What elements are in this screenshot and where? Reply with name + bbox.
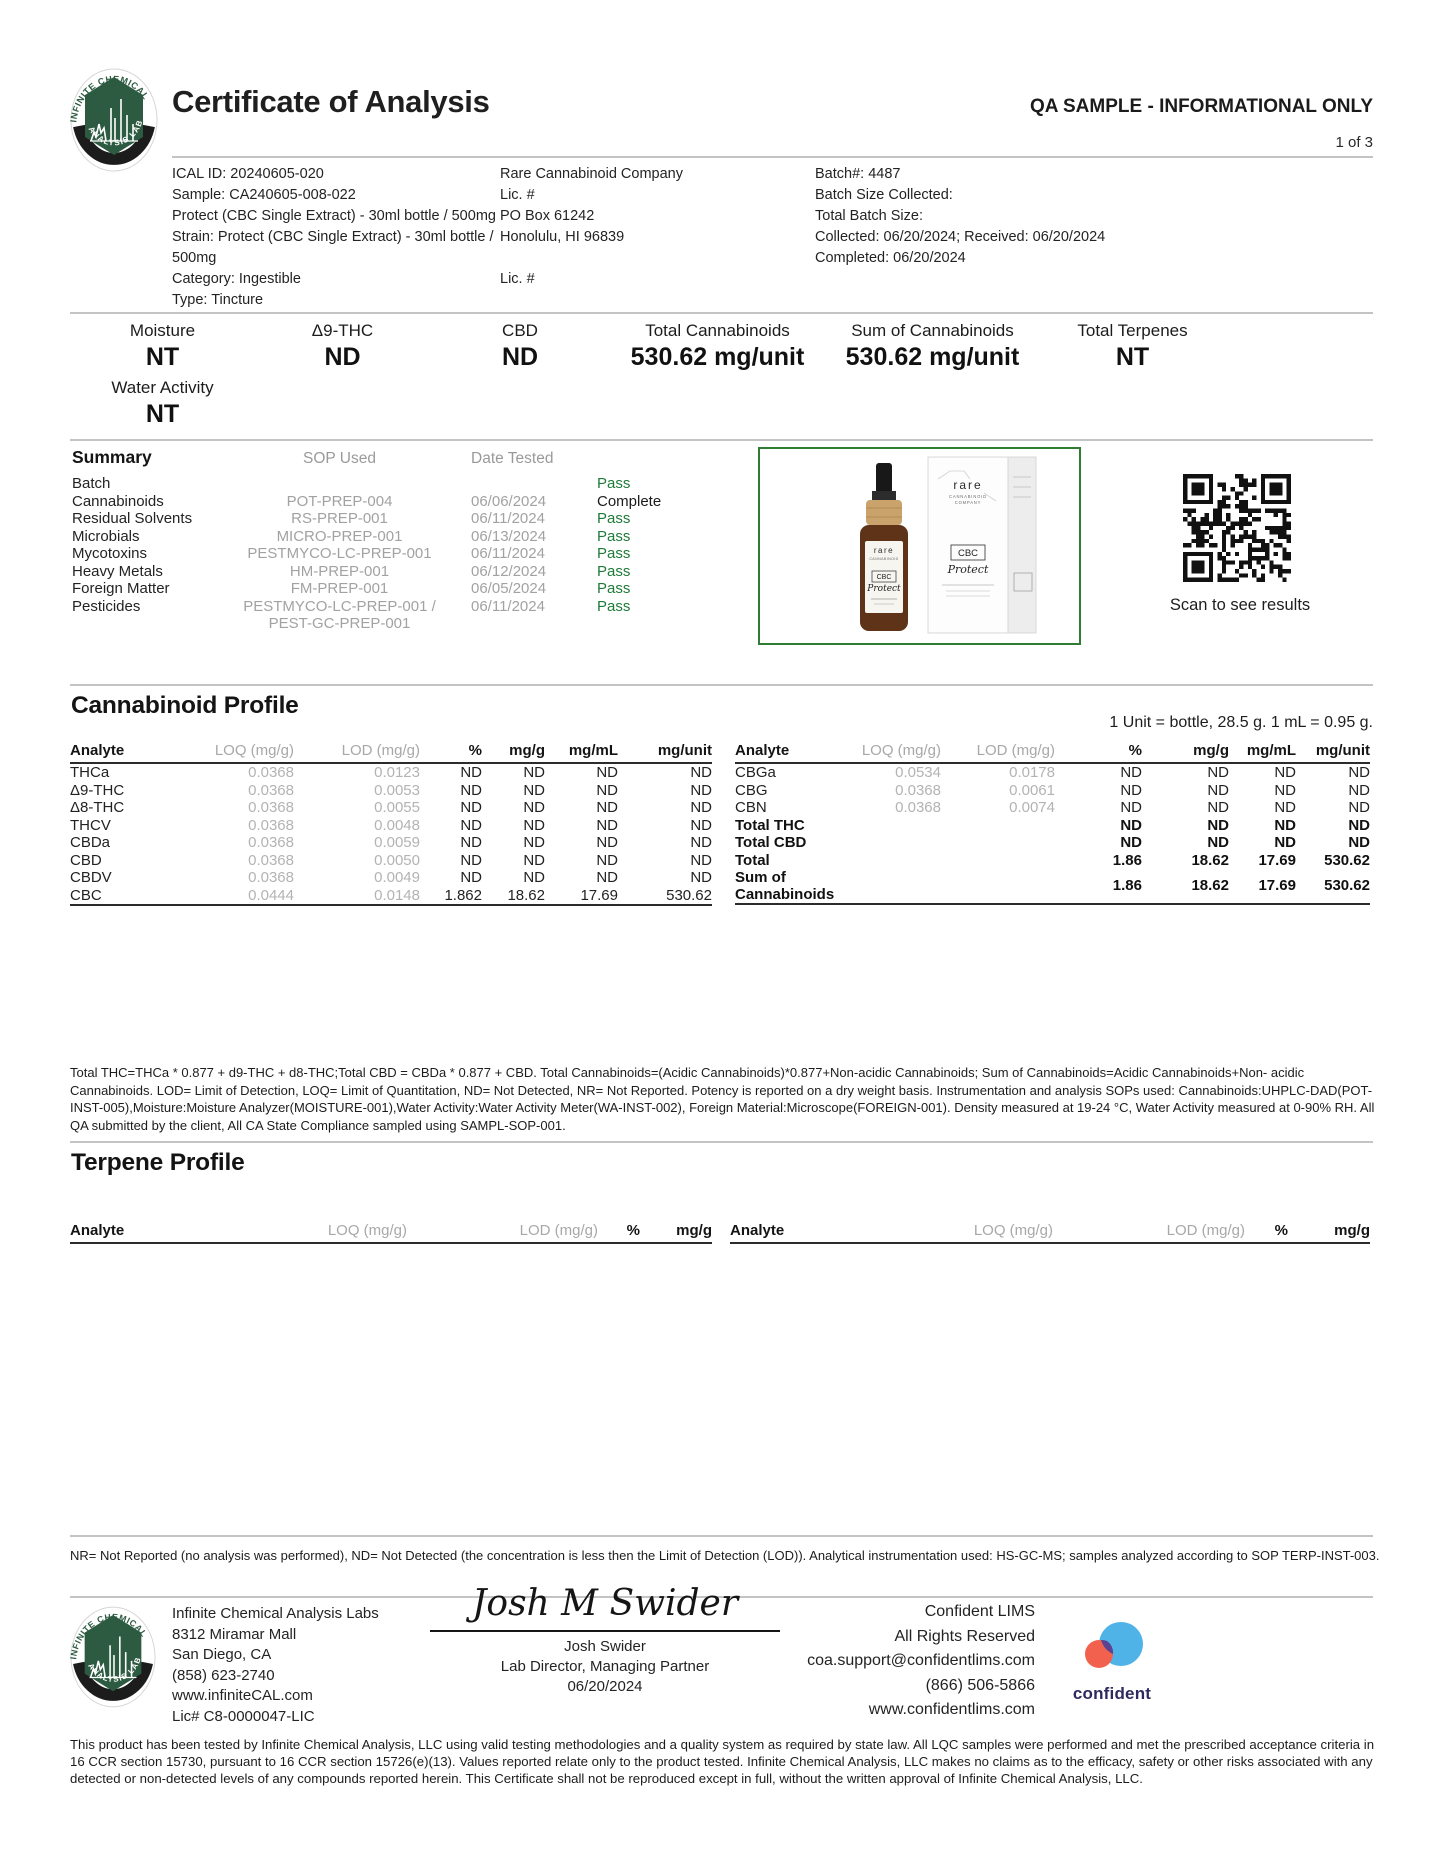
analyte-mgml: ND (596, 851, 618, 869)
col-loq: LOQ (mg/g) (835, 742, 941, 763)
analyte-lod (941, 869, 1055, 904)
analyte-lod: 0.0074 (1009, 799, 1055, 816)
col-mgg: mg/g (1142, 742, 1229, 763)
lab-info-line: San Diego, CA (172, 1646, 272, 1663)
analyte-mgml: ND (596, 869, 618, 886)
summary-analysis-name: Pesticides (72, 597, 141, 615)
analyte-mgml: ND (596, 764, 618, 781)
svg-text:rare: rare (952, 478, 983, 492)
summary-col-sop: SOP Used (303, 450, 376, 467)
summary-status: Pass (597, 580, 631, 597)
analyte-mgml: ND (1274, 764, 1296, 781)
col-mgg: mg/g (1288, 1222, 1370, 1243)
analyte-mgunit: ND (1348, 799, 1370, 816)
analyte-mgunit: 530.62 (1324, 851, 1370, 869)
analyte-mgml: 17.69 (1258, 851, 1296, 869)
batch-info-line: Total Batch Size: (815, 208, 923, 224)
analyte-mgml: ND (1274, 781, 1296, 799)
analyte-pct: ND (460, 799, 482, 816)
analyte-lod (941, 817, 1055, 835)
summary-date: 06/12/2024 (471, 562, 547, 580)
stat-value: NT (145, 400, 180, 428)
analyte-loq: 0.0368 (248, 816, 294, 834)
cannabinoid-row (70, 834, 712, 852)
cannabinoid-row (70, 763, 712, 782)
col-pct: % (598, 1222, 640, 1243)
sample-info (172, 164, 524, 311)
signatory-name: Josh Swider (564, 1638, 646, 1655)
stat-label: CBD (502, 321, 538, 340)
analyte-name: Total THC (735, 816, 805, 834)
stat-total-terpenes (1040, 321, 1225, 435)
analyte-loq: 0.0444 (165, 887, 294, 906)
page-title: Certificate of Analysis (172, 84, 490, 119)
cannabinoid-row (735, 869, 1370, 904)
col-loq: LOQ (mg/g) (165, 742, 294, 763)
header-divider (172, 156, 1373, 158)
analyte-mgg: ND (523, 869, 545, 886)
analyte-mgml: ND (1274, 834, 1296, 851)
product-illustration (770, 453, 1070, 639)
stat-value: ND (324, 343, 361, 371)
cannabinoid-row (70, 869, 712, 887)
analyte-mgg: ND (523, 781, 545, 799)
cannabinoid-row (735, 852, 1370, 870)
summary-col-status (587, 447, 697, 475)
stat-label: Moisture (129, 321, 196, 340)
analyte-mgg: ND (1207, 834, 1229, 851)
col-mgunit: mg/unit (1296, 742, 1370, 763)
summary-date: 06/13/2024 (471, 527, 547, 545)
lab-info-line: Infinite Chemical Analysis Labs (172, 1605, 379, 1622)
summary-analysis-name: Microbials (72, 527, 140, 545)
analyte-pct: 1.86 (1055, 869, 1142, 904)
footer-lab-seal-icon (70, 1602, 156, 1717)
summary-row (72, 475, 697, 493)
analyte-loq: 0.0368 (248, 781, 294, 799)
analyte-mgunit: ND (1348, 816, 1370, 834)
analyte-lod (941, 852, 1055, 870)
analyte-mgunit: ND (690, 834, 712, 851)
summary-status: Complete (597, 492, 662, 510)
summary-title: Summary (72, 447, 152, 467)
summary-date: 06/05/2024 (471, 580, 547, 597)
analyte-mgunit: ND (1348, 764, 1370, 781)
stat-cbd (430, 321, 610, 435)
terpene-table-right (730, 1222, 1370, 1244)
col-loq: LOQ (mg/g) (857, 1222, 1053, 1243)
analyte-loq (835, 869, 941, 904)
client-info-line: Rare Cannabinoid Company (500, 166, 683, 182)
batch-info-line: Collected: 06/20/2024; Received: 06/20/2024 (815, 229, 1106, 245)
client-info-line: Lic. # (500, 187, 535, 203)
lims-line: coa.support@confidentlims.com (807, 1652, 1035, 1669)
analyte-mgg: ND (523, 799, 545, 816)
cannabinoid-row (70, 799, 712, 817)
legal-disclaimer: This product has been tested by Infinite Chemical Analysis, LLC using valid testing methodologies and a quality system as required by state law. All LQC samples were performed and met the prescribed acceptance criteria in 16 CCR section 15730, pursuant to 16 CCR section 15726(e)(13). Values reported relate only to the product tested. Infinite Chemical Analysis, LLC makes no claims as to the efficacy, safety or other risks associated with any detected or non-detected levels of any compounds reported herein. This Certificate shall not be reproduced except in full, without the written approval of Infinite Chemical Analysis, LLC. (70, 1737, 1375, 1786)
summary-row (72, 528, 697, 546)
summary-status: Pass (597, 510, 631, 527)
stat-value: 530.62 mg/unit (845, 343, 1020, 371)
analyte-pct: ND (1120, 799, 1142, 816)
svg-text:COMPANY: COMPANY (954, 500, 981, 505)
analyte-pct: ND (1120, 834, 1142, 851)
summary-sop: POT-PREP-004 (286, 492, 393, 510)
analyte-pct: ND (460, 816, 482, 834)
analyte-name: THCV (70, 816, 111, 834)
lab-info-line: 8312 Miramar Mall (172, 1625, 297, 1643)
analyte-mgg: ND (1207, 799, 1229, 816)
summary-status: Pass (597, 545, 631, 562)
analyte-pct: ND (460, 781, 482, 799)
summary-row (72, 598, 697, 633)
analyte-loq: 0.0368 (248, 799, 294, 816)
col-mgg: mg/g (482, 742, 545, 763)
cannabinoid-row (70, 887, 712, 906)
cannabinoid-section-divider (70, 684, 1373, 686)
analyte-mgml: ND (1274, 799, 1296, 816)
batch-info-line: Batch Size Collected: (815, 187, 953, 203)
lab-logo-seal-icon (70, 64, 158, 181)
cannabinoid-row (735, 782, 1370, 800)
terpene-footnote: NR= Not Reported (no analysis was performed), ND= Not Detected (the concentration is less then the Limit of Detection (LOD)). Analytical instrumentation used: HS-GC-MS; samples analyzed according to SOP TERP-INST-003. (70, 1548, 1380, 1563)
col-lod: LOD (mg/g) (1053, 1222, 1245, 1243)
analyte-pct: 1.862 (420, 887, 482, 906)
analyte-pct: 1.86 (1112, 851, 1142, 869)
sample-info-line: Sample: CA240605-008-022 (172, 187, 356, 203)
sample-info-line: Strain: Protect (CBC Single Extract) - 30ml bottle / 500mg (172, 229, 494, 266)
client-info (500, 164, 800, 290)
client-info-line: Honolulu, HI 96839 (500, 229, 625, 245)
summary-date (457, 475, 587, 493)
col-mgunit: mg/unit (618, 742, 712, 763)
analyte-name: CBGa (735, 764, 776, 781)
summary-sop: PESTMYCO-LC-PREP-001 / PEST-GC-PREP-001 (243, 597, 436, 632)
col-lod: LOD (mg/g) (294, 742, 420, 763)
stat-label: Water Activity (111, 378, 214, 397)
col-pct: % (420, 742, 482, 763)
analyte-mgml: ND (1274, 816, 1296, 834)
col-mgg: mg/g (640, 1222, 712, 1243)
analyte-lod (941, 834, 1055, 852)
stat-value: 530.62 mg/unit (630, 343, 805, 371)
client-info-line: Lic. # (500, 271, 535, 287)
analyte-loq: 0.0368 (248, 851, 294, 869)
analyte-name: Sum of Cannabinoids (735, 869, 835, 903)
col-analyte: Analyte (70, 742, 165, 763)
analyte-lod: 0.0053 (374, 781, 420, 799)
analyte-loq: 0.0368 (895, 781, 941, 799)
analyte-mgg: 18.62 (482, 887, 545, 906)
analyte-mgml: ND (596, 799, 618, 816)
summary-row (72, 563, 697, 581)
analyte-mgg: 18.62 (1191, 851, 1229, 869)
summary-analysis-name: Heavy Metals (72, 562, 163, 580)
unit-note: 1 Unit = bottle, 28.5 g. 1 mL = 0.95 g. (1109, 714, 1373, 731)
analyte-pct: ND (460, 869, 482, 886)
analyte-mgml: 17.69 (545, 887, 618, 906)
cannabinoid-left-body (70, 763, 712, 905)
cannabinoid-row (735, 799, 1370, 817)
analyte-mgunit: ND (690, 851, 712, 869)
summary-status: Pass (597, 597, 631, 615)
summary-status: Pass (597, 475, 631, 492)
svg-text:CBC: CBC (957, 548, 978, 559)
col-lod: LOD (mg/g) (941, 742, 1055, 763)
analyte-loq (835, 817, 941, 835)
summary-row (72, 493, 697, 511)
summary-row (72, 510, 697, 528)
analyte-mgunit: ND (1348, 781, 1370, 799)
analyte-pct: ND (460, 834, 482, 851)
analyte-lod: 0.0049 (374, 869, 420, 886)
analyte-mgunit: ND (690, 799, 712, 816)
analyte-mgg: ND (523, 816, 545, 834)
signature-script: Josh M Swider (430, 1582, 780, 1632)
analyte-loq: 0.0368 (895, 799, 941, 816)
analyte-pct: ND (460, 851, 482, 869)
lab-info-line: Lic# C8-0000047-LIC (172, 1707, 315, 1725)
cannabinoid-row (735, 817, 1370, 835)
confident-circles-icon (1071, 1616, 1153, 1678)
analyte-pct: ND (1120, 764, 1142, 781)
stat-label: Δ9-THC (311, 321, 374, 340)
analyte-mgunit: 530.62 (1296, 869, 1370, 904)
analyte-mgunit: ND (690, 869, 712, 886)
stat-total-cannabinoids (610, 321, 825, 435)
terpene-footnote-divider (70, 1535, 1373, 1537)
analyte-mgunit: ND (690, 781, 712, 799)
summary-body (72, 475, 697, 633)
col-loq: LOQ (mg/g) (190, 1222, 407, 1243)
analyte-mgml: ND (596, 834, 618, 851)
analyte-lod: 0.0055 (374, 799, 420, 816)
qa-notice: QA SAMPLE - INFORMATIONAL ONLY (1029, 96, 1373, 117)
analyte-loq: 0.0534 (895, 764, 941, 781)
lims-contact (700, 1600, 1035, 1723)
analyte-mgml: 17.69 (1229, 869, 1296, 904)
analyte-mgg: ND (1207, 781, 1229, 799)
client-info-line (500, 248, 800, 269)
terpene-table-left (70, 1222, 712, 1244)
cannabinoid-table-right (735, 742, 1370, 905)
footer-lab-info (172, 1604, 379, 1727)
analyte-name: CBN (735, 799, 767, 816)
stats-bottom-divider (70, 439, 1373, 441)
analyte-name: THCa (70, 764, 110, 781)
analyte-name: Total CBD (735, 834, 807, 851)
analyte-lod: 0.0061 (1009, 781, 1055, 799)
stat-value: ND (501, 343, 539, 371)
analyte-mgunit: ND (1348, 834, 1370, 851)
cannabinoid-footnote: Total THC=THCa * 0.877 + d9-THC + d8-THC;Total CBD = CBDa * 0.877 + CBD. Total Cannabinoids=(Acidic Cannabinoids)*0.877+Non-acidic Cannabinoids; Sum of Cannabinoids=Acidic Cannabinoids+Non- acidic Cannabinoids. LOD= Limit of Detection, LOQ= Limit of Quantitation, ND= Not Detected, NR= Not Reported. Potency is reported on a dry weight basis. Instrumentation and analysis SOPs used: Cannabinoids:UHPLC-DAD(POT-INST-005),Moisture:Moisture Analyzer(MOISTURE-001),Water Activity:Water Activity Meter(WA-INST-002), Foreign Material:Microscope(FOREIGN-001). Density measured at 19-24 °C, Water Activity measured at 0-90% RH. All QA submitted by the client, All CA State Compliance sampled using SAMPL-SOP-001. (70, 1065, 1375, 1133)
col-lod: LOD (mg/g) (407, 1222, 598, 1243)
lab-info-line: www.infiniteCAL.com (172, 1687, 313, 1704)
qr-code (1183, 474, 1291, 582)
stat-value: NT (145, 343, 180, 371)
analyte-mgunit: 530.62 (618, 887, 712, 906)
stats-row (70, 321, 1225, 435)
analyte-mgg: ND (523, 764, 545, 781)
batch-info-line: Completed: 06/20/2024 (815, 250, 966, 266)
signatory-title: Lab Director, Managing Partner (500, 1658, 710, 1675)
analyte-pct: ND (1120, 816, 1142, 834)
summary-analysis-name: Batch (72, 475, 111, 492)
analyte-mgg: 18.62 (1142, 869, 1229, 904)
cannabinoid-row (70, 817, 712, 835)
stat-value: NT (1115, 343, 1150, 371)
stat-label: Total Terpenes (1077, 321, 1188, 340)
sample-info-line: Protect (CBC Single Extract) - 30ml bottle / 500mg (172, 208, 496, 224)
sample-info-line: Category: Ingestible (172, 271, 301, 287)
analyte-lod: 0.0048 (374, 816, 420, 834)
summary-analysis-name: Cannabinoids (72, 492, 164, 510)
lims-line: Confident LIMS (924, 1603, 1035, 1620)
analyte-mgg: ND (1207, 764, 1229, 781)
summary-status: Pass (597, 562, 631, 580)
analyte-mgml: ND (596, 781, 618, 799)
svg-text:CANNABINOID: CANNABINOID (868, 557, 899, 561)
svg-text:Protect: Protect (866, 584, 901, 594)
analyte-loq (835, 852, 941, 870)
terpene-profile-title: Terpene Profile (71, 1149, 245, 1176)
analyte-name: CBD (70, 851, 102, 869)
col-mgml: mg/mL (1229, 742, 1296, 763)
analyte-name: Δ9-THC (70, 781, 125, 799)
summary-row (72, 580, 697, 598)
summary-table (72, 447, 697, 633)
analyte-mgg: ND (1207, 816, 1229, 834)
stat-moisture (70, 321, 255, 435)
signature-date: 06/20/2024 (567, 1678, 643, 1695)
sample-info-line: ICAL ID: 20240605-020 (172, 166, 324, 182)
analyte-name: Δ8-THC (70, 799, 125, 816)
svg-text:CBC: CBC (876, 574, 891, 581)
batch-info (815, 164, 1375, 269)
summary-analysis-name: Mycotoxins (72, 545, 148, 562)
summary-sop (222, 475, 457, 493)
lims-line: All Rights Reserved (894, 1627, 1035, 1645)
col-pct: % (1245, 1222, 1288, 1243)
analyte-name: CBG (735, 781, 768, 799)
terpene-section-divider (70, 1141, 1373, 1143)
cannabinoid-right-body (735, 763, 1370, 904)
summary-date: 06/11/2024 (471, 545, 545, 562)
col-mgml: mg/mL (545, 742, 618, 763)
analyte-mgg: ND (523, 834, 545, 851)
analyte-lod: 0.0178 (1009, 764, 1055, 781)
analyte-loq (835, 834, 941, 852)
stat-label: Total Cannabinoids (645, 321, 790, 340)
col-analyte: Analyte (730, 1222, 857, 1243)
col-analyte: Analyte (735, 742, 835, 763)
analyte-lod: 0.0050 (374, 851, 420, 869)
summary-sop: FM-PREP-001 (290, 580, 389, 597)
client-info-line: PO Box 61242 (500, 208, 595, 224)
analyte-name: CBDV (70, 869, 112, 886)
analyte-pct: ND (1120, 781, 1142, 799)
analyte-mgunit: ND (690, 764, 712, 781)
cannabinoid-row (735, 834, 1370, 852)
summary-date: 06/06/2024 (471, 492, 547, 510)
summary-sop: PESTMYCO-LC-PREP-001 (247, 545, 432, 562)
analyte-mgg: ND (523, 851, 545, 869)
lims-line: www.confidentlims.com (868, 1701, 1035, 1718)
cannabinoid-table-left (70, 742, 712, 906)
analyte-pct: ND (460, 764, 482, 781)
analyte-name: CBC (70, 887, 165, 906)
svg-text:Protect: Protect (947, 563, 988, 576)
col-analyte: Analyte (70, 1222, 190, 1243)
batch-info-line: Batch#: 4487 (815, 166, 901, 182)
analyte-loq: 0.0368 (248, 834, 294, 851)
summary-col-date: Date Tested (471, 450, 554, 467)
stat-label: Sum of Cannabinoids (851, 321, 1014, 340)
qr-caption: Scan to see results (1169, 596, 1311, 614)
sample-info-line: Type: Tincture (172, 292, 264, 308)
summary-analysis-name: Foreign Matter (72, 580, 170, 597)
stats-top-divider (70, 312, 1373, 314)
summary-date: 06/11/2024 (471, 510, 545, 527)
analyte-mgunit: ND (690, 816, 712, 834)
svg-text:CANNABINOID: CANNABINOID (948, 494, 987, 499)
summary-status: Pass (597, 527, 631, 545)
product-photo (758, 447, 1081, 645)
cannabinoid-row (735, 763, 1370, 782)
summary-date: 06/11/2024 (471, 597, 545, 615)
summary-sop: MICRO-PREP-001 (276, 527, 403, 545)
cannabinoid-row (70, 852, 712, 870)
analyte-name: Total (735, 851, 770, 869)
stat-sum-of-cannabinoids (825, 321, 1040, 435)
summary-row (72, 545, 697, 563)
analyte-loq: 0.0368 (248, 869, 294, 886)
confident-logo (1062, 1616, 1162, 1704)
summary-sop: HM-PREP-001 (289, 562, 390, 580)
summary-analysis-name: Residual Solvents (72, 510, 193, 527)
col-pct: % (1055, 742, 1142, 763)
lab-info-line: (858) 623-2740 (172, 1666, 275, 1684)
analyte-lod: 0.0123 (374, 764, 420, 781)
page-indicator: 1 of 3 (1335, 134, 1373, 151)
analyte-name: CBDa (70, 834, 111, 851)
summary-sop: RS-PREP-001 (291, 510, 388, 527)
confident-wordmark: confident (1072, 1684, 1152, 1703)
cannabinoid-row (70, 782, 712, 800)
stat--9-thc (255, 321, 430, 435)
analyte-loq: 0.0368 (248, 764, 294, 781)
analyte-lod: 0.0148 (294, 887, 420, 906)
analyte-lod: 0.0059 (374, 834, 420, 851)
cannabinoid-profile-title: Cannabinoid Profile (71, 692, 299, 719)
lims-line: (866) 506-5866 (925, 1676, 1035, 1694)
analyte-mgml: ND (596, 816, 618, 834)
svg-text:rare: rare (873, 546, 894, 555)
